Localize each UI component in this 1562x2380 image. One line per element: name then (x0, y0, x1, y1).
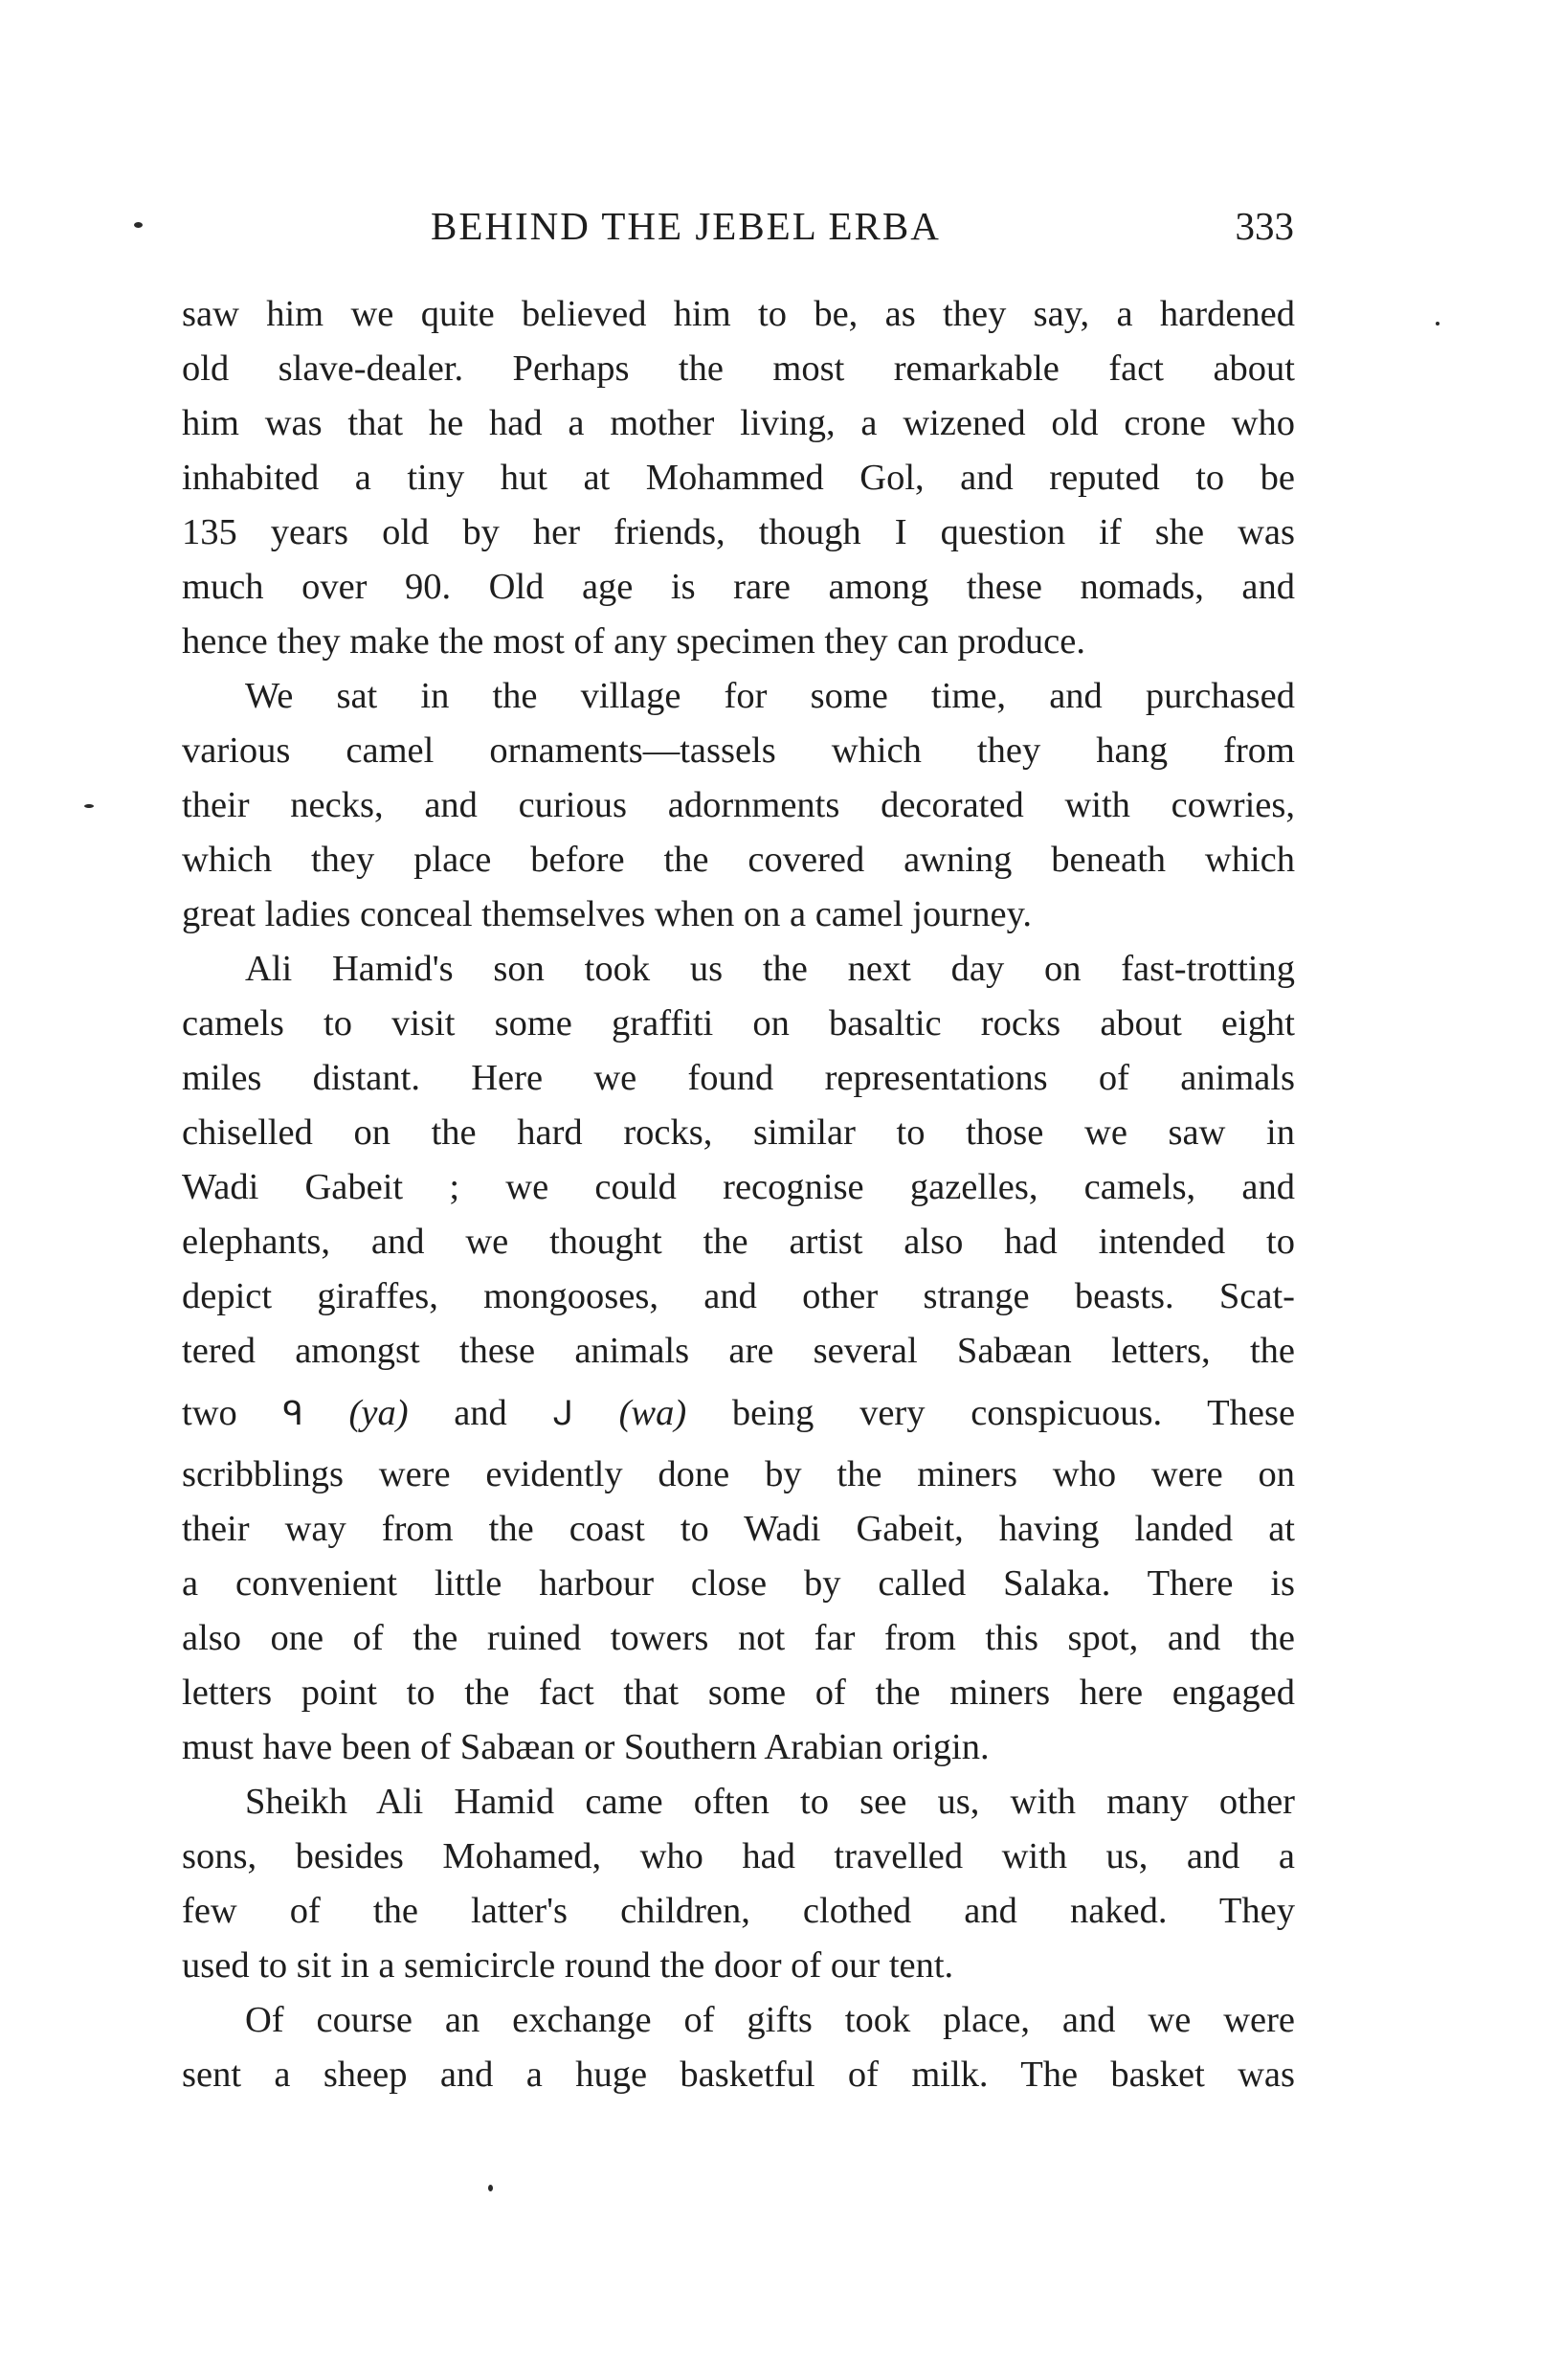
text-line: few of the latter's children, clothed and naked. They (182, 1891, 1295, 1931)
ya-label: (ya) (348, 1393, 409, 1433)
text-line: Ali Hamid's son took us the next day on fast-trotting (245, 949, 1295, 989)
page-header (182, 203, 1302, 260)
text-line: sent a sheep and a huge basketful of milk. The basket was (182, 2054, 1295, 2095)
body-text (182, 287, 1295, 2102)
text-line: their necks, and curious adornments decorated with cowries, (182, 785, 1295, 825)
text-line: great ladies conceal themselves when on a camel journey. (182, 894, 1032, 934)
text-line: saw him we quite believed him to be, as they say, a hardened (182, 294, 1295, 334)
symbol-line-word: and (454, 1393, 507, 1433)
text-line: their way from the coast to Wadi Gabeit, having landed at (182, 1509, 1295, 1549)
text-line: Of course an exchange of gifts took place, and we were (245, 2000, 1295, 2040)
symbol-line-rest: being very conspicuous. These (731, 1393, 1296, 1433)
text-line: Sheikh Ali Hamid came often to see us, with many other (245, 1782, 1295, 1822)
ink-speck (134, 222, 143, 228)
text-line: depict giraffes, mongooses, and other strange beasts. Scat- (182, 1276, 1295, 1316)
text-line: miles distant. Here we found representations of animals (182, 1058, 1295, 1098)
running-title: BEHIND THE JEBEL ERBA (431, 204, 941, 248)
text-line: sons, besides Mohamed, who had travelled with us, and a (182, 1836, 1295, 1876)
ink-speck (1436, 322, 1439, 326)
text-line: various camel ornaments—tassels which they hang from (182, 730, 1295, 771)
text-line: Wadi Gabeit ; we could recognise gazelles, camels, and (182, 1167, 1295, 1207)
text-line: camels to visit some graffiti on basaltic rocks about eight (182, 1003, 1295, 1044)
ink-speck (84, 804, 94, 808)
paragraph-2 (182, 669, 1295, 942)
text-line: much over 90. Old age is rare among these nomads, and (182, 567, 1295, 607)
paragraph-5 (182, 1993, 1295, 2102)
text-line: letters point to the fact that some of the miners here engaged (182, 1673, 1295, 1713)
paragraph-4 (182, 1775, 1295, 1993)
text-line: 135 years old by her friends, though I question if she was (182, 512, 1295, 552)
ink-speck (488, 2185, 493, 2191)
paragraph-3 (182, 942, 1295, 1775)
paragraph-1 (182, 287, 1295, 669)
text-line: old slave-dealer. Perhaps the most remarkable fact about (182, 348, 1295, 389)
text-line: chiselled on the hard rocks, similar to those we saw in (182, 1112, 1295, 1153)
text-line: We sat in the village for some time, and purchased (245, 676, 1295, 716)
text-line: elephants, and we thought the artist also had intended to (182, 1222, 1295, 1262)
text-line: hence they make the most of any specimen they can produce. (182, 621, 1085, 662)
text-line: tered amongst these animals are several Sabæan letters, the (182, 1331, 1295, 1371)
text-line: which they place before the covered awning beneath which (182, 840, 1295, 880)
page-number: 333 (1235, 204, 1294, 248)
symbol-line-word: two (182, 1393, 237, 1433)
text-line: inhabited a tiny hut at Mohammed Gol, and reputed to be (182, 458, 1295, 498)
text-line: used to sit in a semicircle round the door of our tent. (182, 1945, 954, 1986)
sabaean-ya-glyph: ᑫ (282, 1395, 303, 1433)
text-line: also one of the ruined towers not far from this spot, and the (182, 1618, 1295, 1658)
symbol-line (182, 1379, 1295, 1448)
text-line: must have been of Sabæan or Southern Arabian origin. (182, 1727, 990, 1767)
text-line: him was that he had a mother living, a wizened old crone who (182, 403, 1295, 443)
text-line: scribblings were evidently done by the miners who were on (182, 1454, 1295, 1494)
wa-label: (wa) (618, 1393, 687, 1433)
text-line: a convenient little harbour close by called Salaka. There is (182, 1563, 1295, 1604)
sabaean-wa-glyph: ᒍ (552, 1395, 573, 1433)
